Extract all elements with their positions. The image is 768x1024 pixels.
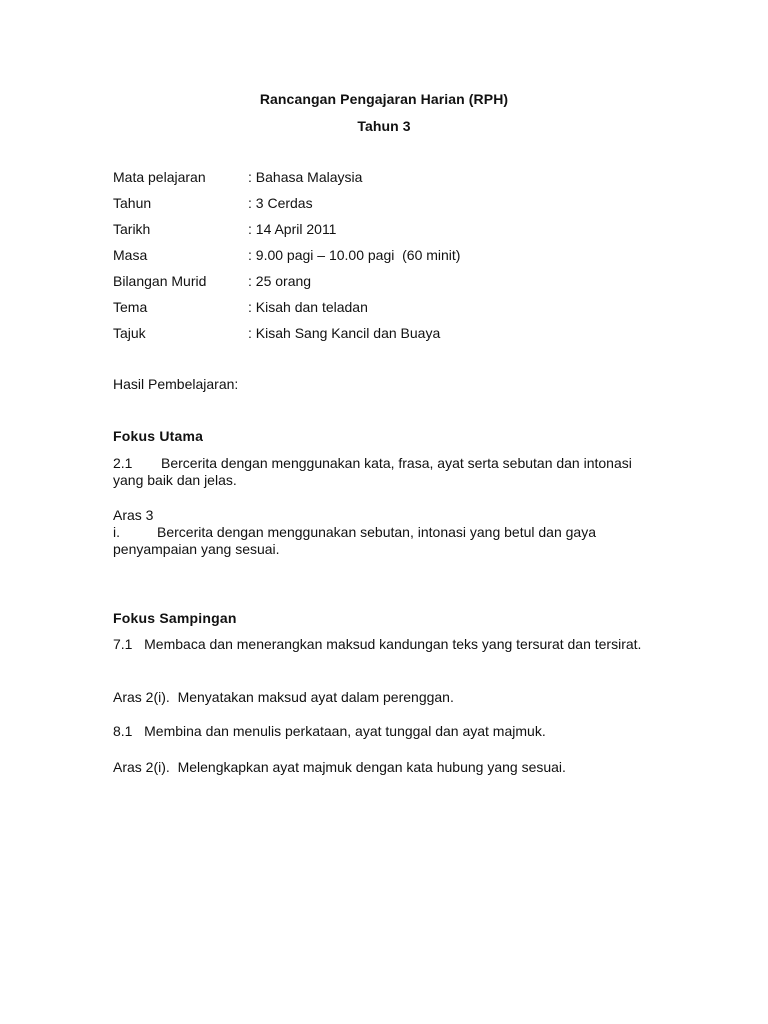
hasil-pembelajaran-label: Hasil Pembelajaran: — [113, 376, 239, 392]
detail-label: Tahun — [113, 195, 152, 211]
detail-label: Masa — [113, 247, 148, 263]
detail-label: Mata pelajaran — [113, 169, 206, 185]
fokus-sampingan-heading: Fokus Sampingan — [113, 610, 237, 626]
detail-value: : 3 Cerdas — [248, 195, 313, 211]
item-number: 8.1 — [113, 723, 133, 739]
detail-value: : 25 orang — [248, 273, 312, 289]
detail-value: : 9.00 pagi – 10.00 pagi (60 minit) — [248, 247, 461, 263]
detail-label: Tema — [113, 299, 148, 315]
detail-row-tarikh — [113, 220, 673, 246]
detail-row-bilangan-murid — [113, 272, 673, 298]
fokus-sampingan-aras-1: Aras 2(i). Menyatakan maksud ayat dalam perenggan. — [113, 689, 454, 705]
fokus-utama-aras-item — [113, 524, 655, 558]
aras-item-text: Bercerita dengan menggunakan sebutan, intonasi yang betul dan gaya penyampaian yang sesuai. — [113, 524, 596, 557]
fokus-utama-aras-label: Aras 3 — [113, 507, 154, 523]
detail-value: : Kisah dan teladan — [248, 299, 368, 315]
fokus-utama-heading: Fokus Utama — [113, 428, 204, 444]
item-text: Membina dan menulis perkataan, ayat tunggal dan ayat majmuk. — [144, 723, 546, 739]
detail-label: Bilangan Murid — [113, 273, 207, 289]
detail-row-tahun — [113, 194, 673, 220]
fokus-sampingan-aras-2: Aras 2(i). Melengkapkan ayat majmuk dengan kata hubung yang sesuai. — [113, 759, 566, 775]
detail-row-tema — [113, 298, 673, 324]
lesson-details — [113, 168, 673, 350]
detail-value: : Kisah Sang Kancil dan Buaya — [248, 325, 441, 341]
fokus-sampingan-item-7-1 — [113, 636, 655, 653]
detail-row-tajuk — [113, 324, 673, 350]
aras-item-number: i. — [113, 524, 120, 540]
fokus-sampingan-item-8-1 — [113, 723, 655, 740]
document-subtitle: Tahun 3 — [357, 118, 411, 134]
detail-label: Tajuk — [113, 325, 146, 341]
detail-value: : 14 April 2011 — [248, 221, 337, 237]
fokus-utama-item — [113, 455, 655, 489]
item-number: 7.1 — [113, 636, 133, 652]
detail-label: Tarikh — [113, 221, 151, 237]
item-number: 2.1 — [113, 455, 133, 471]
detail-row-mata-pelajaran — [113, 168, 673, 194]
item-text: Membaca dan menerangkan maksud kandungan teks yang tersurat dan tersirat. — [144, 636, 642, 652]
detail-row-masa — [113, 246, 673, 272]
detail-value: : Bahasa Malaysia — [248, 169, 363, 185]
document-title: Rancangan Pengajaran Harian (RPH) — [259, 91, 509, 107]
item-text: Bercerita dengan menggunakan kata, frasa, ayat serta sebutan dan intonasi yang baik dan jelas. — [113, 455, 632, 488]
